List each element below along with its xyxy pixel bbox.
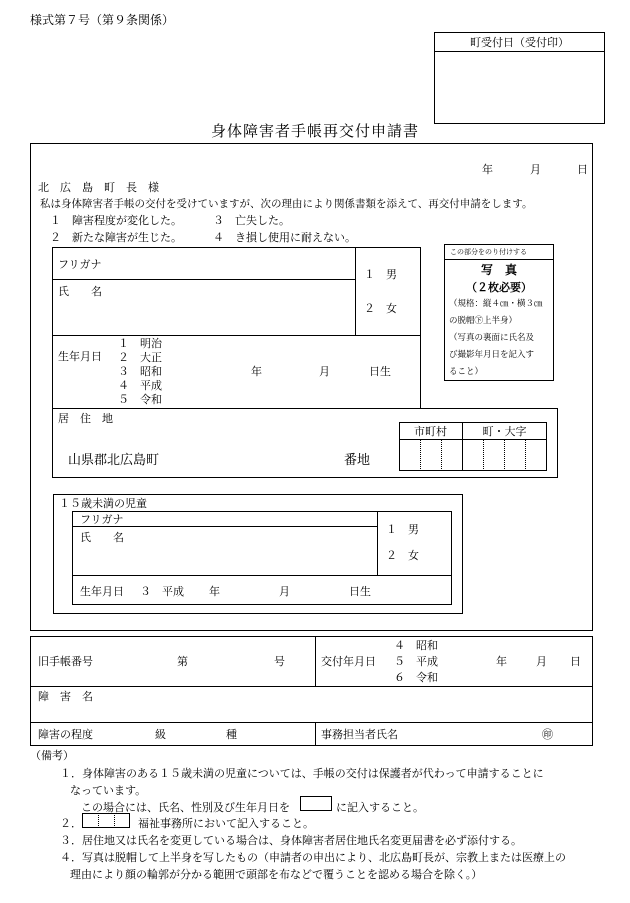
note-1a: １．身体障害のある１５歳未満の児童については、手帳の交付は保護者が代わって申請することに bbox=[60, 767, 544, 780]
notes-heading: （備考） bbox=[30, 749, 74, 762]
date-month: 月 bbox=[530, 163, 541, 176]
child-name-label: 氏 名 bbox=[80, 531, 124, 544]
issue-day: 日 bbox=[570, 655, 581, 668]
photo-spec-3: （写真の裏面に氏名及 bbox=[449, 333, 535, 343]
address-label: 居 住 地 bbox=[58, 412, 113, 425]
date-day: 日 bbox=[577, 163, 588, 176]
era-taisho: ２ 大正 bbox=[118, 351, 162, 364]
era-meiji: １ 明治 bbox=[118, 337, 162, 350]
clerk-label: 事務担当者氏名 bbox=[321, 728, 398, 741]
child-birth-label: 生年月日 bbox=[80, 585, 124, 598]
issue-year: 年 bbox=[496, 655, 507, 668]
note-2-number: ２． bbox=[60, 817, 82, 830]
child-heading: １５歳未満の児童 bbox=[59, 497, 147, 510]
statement: 私は身体障害者手帳の交付を受けていますが、次の理由により関係書類を添えて、再交付申請をします。 bbox=[40, 198, 533, 210]
photo-spec-2: の脱帽㊦上半身） bbox=[449, 316, 518, 326]
applicant-birth-year: 年 bbox=[251, 365, 262, 378]
note-1c-post: に記入すること。 bbox=[336, 801, 424, 814]
applicant-birth-month: 月 bbox=[319, 365, 330, 378]
address-prefix: 山県郡北広島町 bbox=[68, 453, 160, 468]
child-furigana-label: フリガナ bbox=[80, 513, 124, 526]
photo-spec-5: ること） bbox=[449, 367, 484, 377]
issue-date-label: 交付年月日 bbox=[321, 655, 376, 668]
old-number-label: 旧手帳番号 bbox=[38, 655, 93, 668]
applicant-sex-female: ２ 女 bbox=[364, 302, 397, 315]
child-birth-day: 日生 bbox=[349, 585, 371, 598]
issue-month: 月 bbox=[536, 655, 547, 668]
photo-count: （２枚必要） bbox=[466, 281, 532, 294]
addressee: 北 広 島 町 長 様 bbox=[38, 181, 159, 194]
photo-spec-1: （規格：縦４㎝・横３㎝ bbox=[449, 299, 543, 309]
note-2-box bbox=[82, 813, 130, 828]
town-code-label: 町・大字 bbox=[482, 425, 527, 438]
clerk-seal: ㊞ bbox=[542, 728, 553, 741]
child-sex-male: １ 男 bbox=[386, 523, 419, 536]
applicant-name-box bbox=[52, 247, 421, 336]
old-number-suffix: 号 bbox=[274, 655, 285, 668]
degree-type: 種 bbox=[226, 728, 237, 741]
note-3: ３．居住地又は氏名を変更している場合は、身体障害者居住地氏名変更届書を必ず添付する。 bbox=[60, 834, 522, 847]
reason-3: ３ 亡失した。 bbox=[213, 214, 290, 227]
note-1c-pre: この場合には、氏名、性別及び生年月日を bbox=[81, 801, 290, 814]
form-number: 様式第７号（第９条関係） bbox=[30, 13, 175, 27]
child-birth-year: 年 bbox=[209, 585, 220, 598]
office-table bbox=[30, 636, 593, 746]
photo-cut-note: この部分をのり付けする bbox=[450, 248, 527, 256]
reason-4: ４ き損し使用に耐えない。 bbox=[213, 231, 356, 244]
photo-label: 写 真 bbox=[480, 263, 517, 277]
date-year: 年 bbox=[482, 163, 493, 176]
applicant-birth-label: 生年月日 bbox=[58, 350, 102, 363]
note-1c-blank-box bbox=[300, 796, 332, 811]
city-code-label: 市町村 bbox=[414, 425, 447, 438]
page-title: 身体障害者手帳再交付申請書 bbox=[210, 122, 419, 140]
child-birth-month: 月 bbox=[279, 585, 290, 598]
degree-grade: 級 bbox=[155, 728, 166, 741]
issue-era-heisei: ５ 平成 bbox=[394, 655, 438, 668]
note-4b: 理由により顔の輪郭が分かる範囲で頭部を布などで覆うことを認める場合を除く。） bbox=[70, 868, 483, 881]
note-1b: なっています。 bbox=[70, 784, 147, 797]
child-sex-female: ２ 女 bbox=[386, 549, 419, 562]
issue-era-reiwa: ６ 令和 bbox=[394, 671, 438, 684]
address-suffix: 番地 bbox=[344, 453, 371, 468]
receipt-stamp-label: 町受付日（受付印） bbox=[470, 36, 569, 49]
note-4a: ４．写真は脱帽して上半身を写したもの（申請者の申出により、北広島町長が、宗教上または医療上の bbox=[60, 851, 566, 864]
issue-era-showa: ４ 昭和 bbox=[394, 639, 438, 652]
applicant-sex-male: １ 男 bbox=[364, 268, 397, 281]
applicant-birth-box bbox=[52, 335, 421, 409]
era-showa: ３ 昭和 bbox=[118, 365, 162, 378]
degree-label: 障害の程度 bbox=[38, 728, 93, 741]
applicant-birth-day: 日生 bbox=[369, 365, 391, 378]
disability-name-label: 障 害 名 bbox=[38, 690, 93, 703]
reason-2: ２ 新たな障害が生じた。 bbox=[50, 231, 182, 244]
child-birth-era: ３ 平成 bbox=[140, 585, 184, 598]
applicant-furigana-label: フリガナ bbox=[58, 258, 102, 271]
photo-spec-4: び撮影年月日を記入す bbox=[449, 350, 535, 360]
note-2-text: 福祉事務所において記入すること。 bbox=[138, 817, 314, 830]
old-number-prefix: 第 bbox=[177, 655, 188, 668]
reason-1: １ 障害程度が変化した。 bbox=[50, 214, 182, 227]
era-heisei: ４ 平成 bbox=[118, 379, 162, 392]
era-reiwa: ５ 令和 bbox=[118, 393, 162, 406]
applicant-name-label: 氏 名 bbox=[58, 285, 102, 298]
